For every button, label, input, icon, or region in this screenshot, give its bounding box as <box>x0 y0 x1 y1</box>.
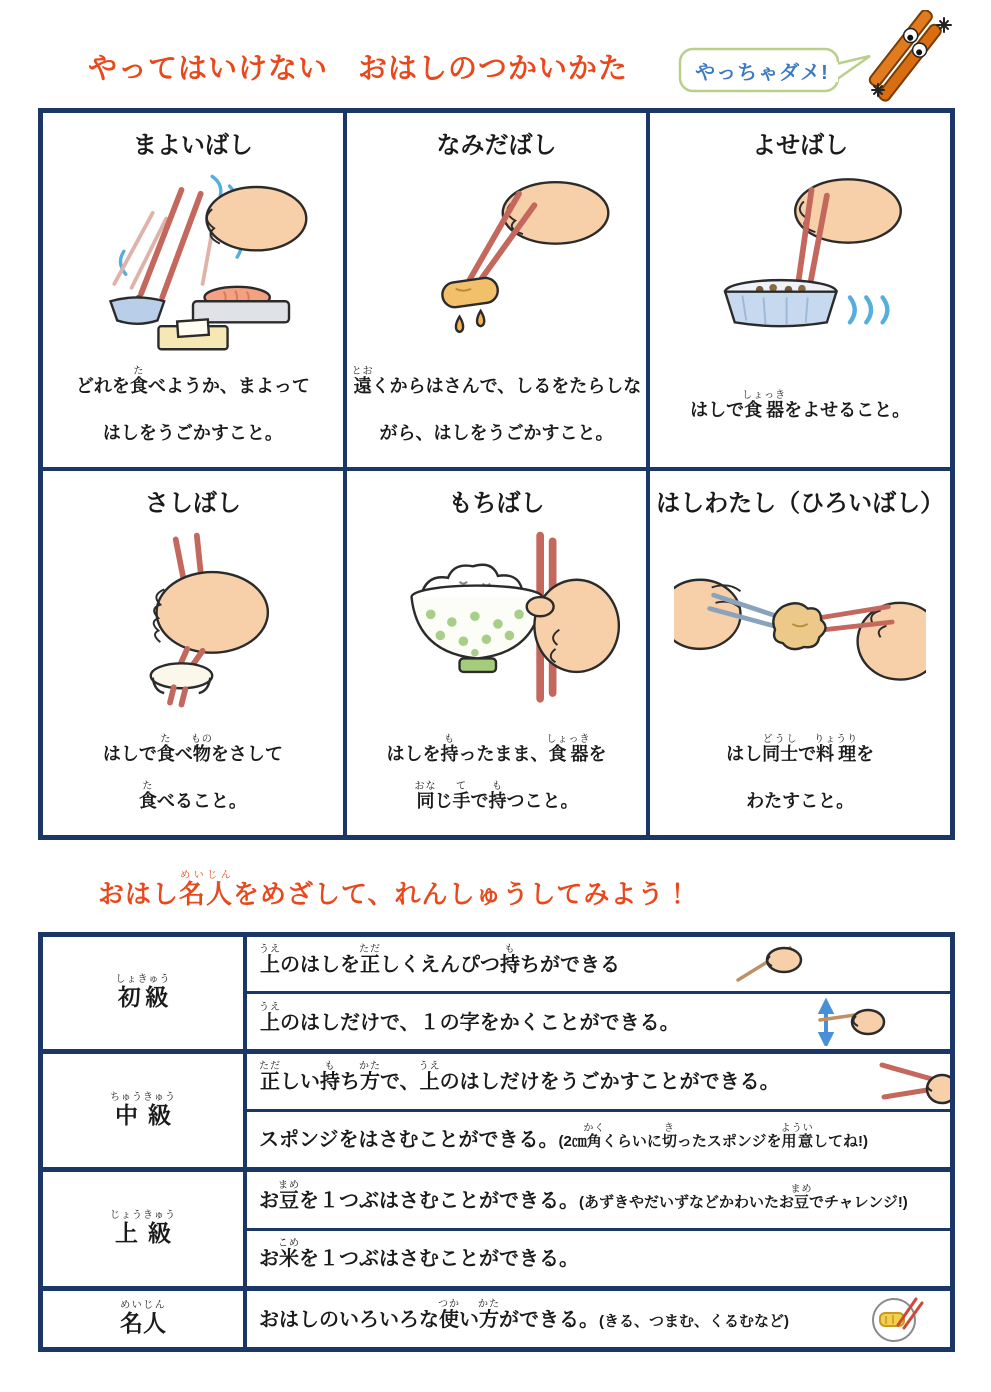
practice-row-text: 正ただしい持もち方かたで、上うえのはしだけをうごかすことができる。 <box>259 1061 780 1094</box>
practice-row <box>247 1291 950 1347</box>
cell-title: はしわたし（ひろいばし） <box>656 490 945 518</box>
practice-row <box>247 1231 950 1286</box>
namidabashi-illustration <box>347 160 647 357</box>
bad-manner-cell-sashibashi <box>43 471 343 835</box>
mayoibashi-illustration <box>43 160 343 357</box>
practice-row-note: (きる、つまむ、くるむなど) <box>599 1313 789 1331</box>
level-group-advanced <box>43 1172 950 1286</box>
cell-description <box>347 725 647 825</box>
description-line: はしをうごかすこと。 <box>102 423 283 444</box>
description-line: どれを食たべようか、まよって <box>75 366 310 397</box>
practice-table <box>38 932 955 1352</box>
yosebashi-illustration <box>650 160 950 357</box>
bad-manner-cell-hashiwatashi <box>650 471 950 835</box>
practice-row-note: (あずきやだいずなどかわいたお豆まめでチャレンジ!) <box>579 1184 908 1212</box>
sashibashi-illustration <box>43 518 343 725</box>
cell-description <box>43 357 343 457</box>
description-line: 同おなじ手てで持もつこと。 <box>414 780 579 811</box>
cell-description <box>650 357 950 457</box>
cell-description <box>347 357 647 457</box>
cell-title: なみだばし <box>436 132 557 159</box>
description-line: はし同士どうしで料理りょうりを <box>726 733 875 764</box>
practice-row <box>247 1054 950 1109</box>
level-group-beginner <box>43 937 950 1049</box>
practice-heading: おはし名人めいじんをめざして、れんしゅうしてみよう！ <box>98 870 692 909</box>
cell-title: さしばし <box>144 490 241 518</box>
chopstick-updown-arrow-icon <box>812 998 886 1046</box>
pencil-grip-hand-icon <box>732 940 806 988</box>
mochibashi-illustration <box>347 518 647 725</box>
bad-manner-cell-mochibashi <box>347 471 647 835</box>
practice-row-text: おはしのいろいろな使つかい方かたができる。 <box>259 1299 599 1332</box>
level-label: 名人めいじん <box>43 1291 243 1347</box>
open-chopsticks-hand-icon <box>876 1057 950 1105</box>
level-group-intermediate <box>43 1054 950 1168</box>
practice-row-text: 上うえのはしだけで、１の字をかくことができる。 <box>259 1001 680 1034</box>
description-line: 遠とおくからはさんで、しるをたらしな <box>351 366 642 397</box>
plate-with-food-and-chopsticks-icon <box>860 1295 934 1343</box>
practice-row-text: スポンジをはさむことができる。 <box>259 1128 559 1151</box>
description-line: わたすこと。 <box>746 790 855 811</box>
practice-row-text: お米こめを１つぶはさむことができる。 <box>259 1238 579 1271</box>
hashiwatashi-illustration <box>650 518 950 725</box>
practice-row-text: 上うえのはしを正ただしくえんぴつ持もちができる <box>259 944 620 977</box>
bad-manner-cell-namidabashi <box>347 113 647 467</box>
practice-row <box>247 937 950 991</box>
level-group-master <box>43 1291 950 1347</box>
level-label: 中級ちゅうきゅう <box>43 1054 243 1168</box>
description-line: はしで食器しょっきをよせること。 <box>690 389 911 420</box>
level-label: 初級しょきゅう <box>43 937 243 1049</box>
bad-manner-cell-yosebashi <box>650 113 950 467</box>
bad-manners-table <box>38 108 955 840</box>
practice-row <box>247 1112 950 1167</box>
description-line: 食たべること。 <box>138 780 247 811</box>
page-title: やってはいけない おはしのつかいかた <box>88 53 629 85</box>
description-line: がら、はしをうごかすこと。 <box>379 423 614 444</box>
practice-row <box>247 1172 950 1227</box>
chopsticks-mascot-icon <box>848 10 958 110</box>
cell-description <box>43 725 343 825</box>
cell-title: もちばし <box>448 490 545 518</box>
practice-row-note: (2㎝角かくくらいに切きったスポンジを用意よういしてね!) <box>558 1122 869 1150</box>
cell-description <box>650 725 950 825</box>
cell-title: まよいばし <box>132 132 253 159</box>
level-label: 上級じょうきゅう <box>43 1172 243 1286</box>
description-line: はしで食たべ物ものをさして <box>102 733 283 764</box>
practice-row-text: お豆まめを１つぶはさむことができる。 <box>259 1180 579 1213</box>
cell-title: よせばし <box>752 132 849 159</box>
description-line: はしを持もったまま、食器しょっきを <box>386 733 607 764</box>
practice-row <box>247 994 950 1048</box>
bad-manner-cell-mayoibashi <box>43 113 343 467</box>
speech-bubble-label: やっちゃダメ! <box>695 62 829 84</box>
